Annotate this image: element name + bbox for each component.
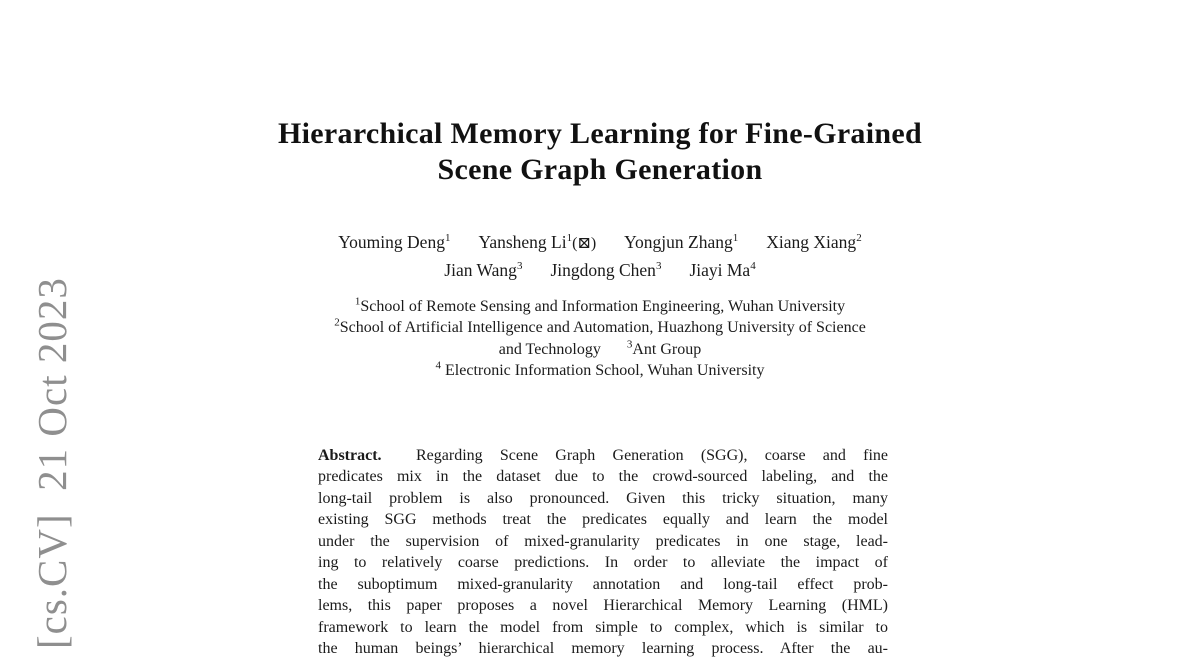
author-name: Jiayi Ma [689,260,751,280]
abstract-line: framework to learn the model from simple to complex, which is similar to [318,618,888,636]
abstract-line: under the supervision of mixed-granularity predicates in one stage, lead- [318,532,888,550]
author-affiliation-marker: 3 [516,260,523,273]
author-name: Xiang Xiang [766,232,857,252]
authors-row [0,229,1200,257]
abstract-line: long-tail problem is also pronounced. Given this tricky situation, many [318,489,888,507]
author-affiliation-marker: 4 [750,260,756,273]
author [478,232,596,252]
abstract-line: ing to relatively coarse predictions. In order to alleviate the impact of [318,554,888,572]
affiliation-marker: 3 [626,338,633,351]
author [550,260,661,280]
author-affiliation-marker: 1 [444,232,451,245]
author [444,260,522,280]
author-affiliation-marker: 1 [732,232,739,245]
envelope-icon: (⊠) [572,235,597,252]
arxiv-stamp: [cs.CV] 21 Oct 2023 [29,277,75,649]
affiliation-list [0,296,1200,382]
affiliation-marker: 2 [334,317,340,330]
abstract-line: existing SGG methods treat the predicates equally and learn the model [318,511,888,529]
author [624,232,738,252]
affiliation-line [0,317,1200,338]
abstract-line: the human beings’ hierarchical memory learning process. After the au- [318,640,888,658]
abstract-line: lems, this paper proposes a novel Hierarchical Memory Learning (HML) [318,597,888,615]
affiliation-text: School of Artificial Intelligence and Automation, Huazhong University of Science [339,319,866,337]
author-list [0,229,1200,284]
author-affiliation-marker: 2 [856,232,862,245]
affiliation-text: Electronic Information School, Wuhan University [441,362,765,380]
affiliation-text: School of Remote Sensing and Information Engineering, Wuhan University [360,298,846,315]
affiliation-text: and Technology [498,340,601,358]
paper-title [0,116,1200,188]
author [338,232,450,252]
author-name: Yansheng Li [478,232,567,252]
affiliation-marker: 4 [435,359,442,372]
author-affiliation-marker: 3 [655,260,662,273]
authors-row [0,257,1200,284]
author-name: Youming Deng [338,232,445,252]
abstract [318,445,888,660]
abstract-line: predicates mix in the dataset due to the crowd-sourced labeling, and the [318,468,888,486]
author-name: Jian Wang [444,260,517,280]
author-affiliation-marker: 1 [566,232,573,245]
abstract-line: the suboptimum mixed-granularity annotation and long-tail effect prob- [318,575,888,593]
author-name: Jingdong Chen [550,260,656,280]
paper-title-line-1: Hierarchical Memory Learning for Fine-Grained [278,117,922,150]
author-name: Yongjun Zhang [624,232,733,252]
abstract-line: Abstract. Regarding Scene Graph Generation (SGG), coarse and fine [318,447,888,464]
affiliation-line [0,296,1200,317]
abstract-label: Abstract. [318,447,382,464]
affiliation-line [0,339,1200,360]
affiliation-text: Ant Group [632,340,702,358]
affiliation-line [0,360,1200,381]
author [766,232,861,252]
author [689,260,755,280]
affiliation-marker: 1 [354,295,361,308]
paper-title-line-2: Scene Graph Generation [437,153,763,186]
